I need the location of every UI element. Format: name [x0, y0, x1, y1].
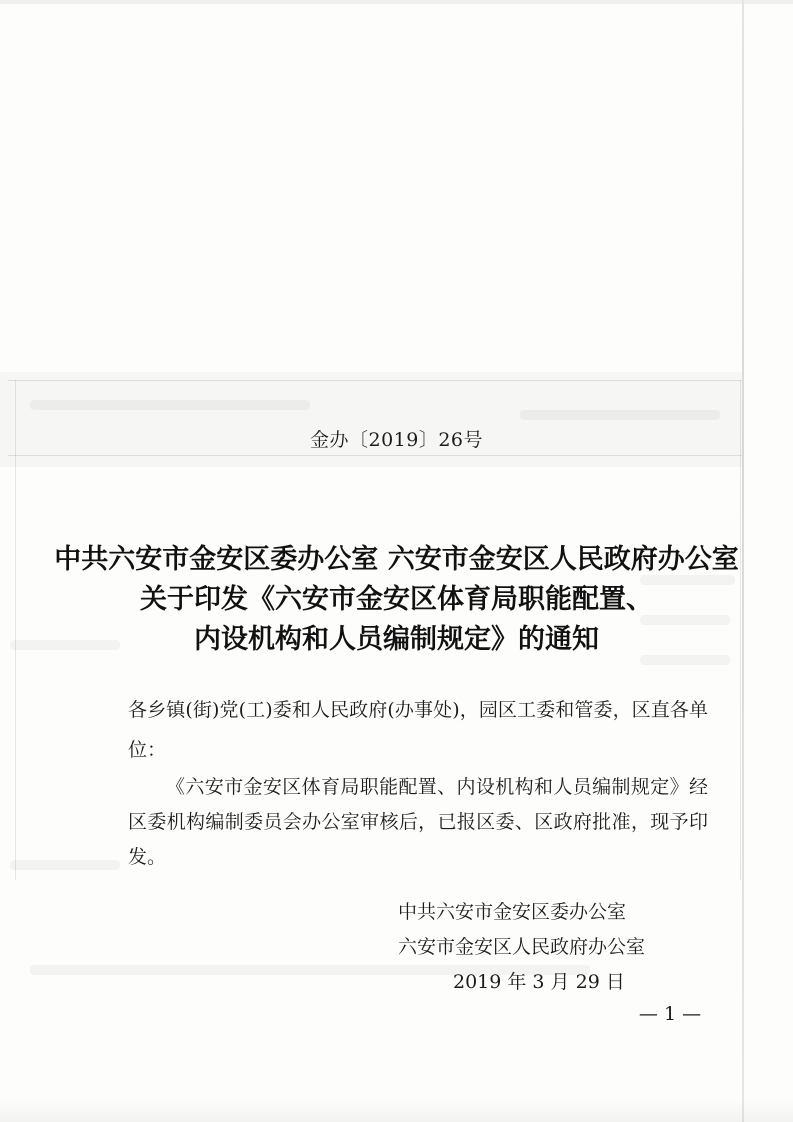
page-number: — 1 —	[638, 1003, 702, 1025]
recipient-line: 各乡镇(街)党(工)委和人民政府(办事处)，园区工委和管委，区直各单位：	[128, 699, 708, 761]
signature-block	[390, 895, 710, 1000]
reverse-side-line	[8, 380, 742, 381]
signature-date: 2019 年 3 月 29 日	[453, 971, 625, 993]
title-line-2: 关于印发《六安市金安区体育局职能配置、	[140, 584, 653, 615]
body-paragraph: 《六安市金安区体育局职能配置、内设机构和人员编制规定》经区委机构编制委员会办公室审核后，已报区委、区政府批准，现予印发。	[128, 776, 708, 868]
scan-edge-bottom	[0, 1100, 793, 1122]
title-line-3: 内设机构和人员编制规定》的通知	[194, 624, 599, 655]
title-line-1: 中共六安市金安区委办公室 六安市金安区人民政府办公室	[54, 544, 739, 575]
signature-org-government-office: 六安市金安区人民政府办公室	[398, 936, 646, 958]
reverse-side-text-trace	[10, 860, 120, 870]
reverse-side-text-trace	[30, 400, 310, 410]
signature-org-party-office: 中共六安市金安区委办公室	[398, 901, 627, 923]
reverse-side-text-trace	[520, 410, 720, 420]
scan-edge-top	[0, 0, 793, 4]
document-title	[0, 540, 793, 660]
document-number: 金办〔2019〕26号	[309, 429, 484, 451]
reverse-side-line	[8, 455, 742, 456]
